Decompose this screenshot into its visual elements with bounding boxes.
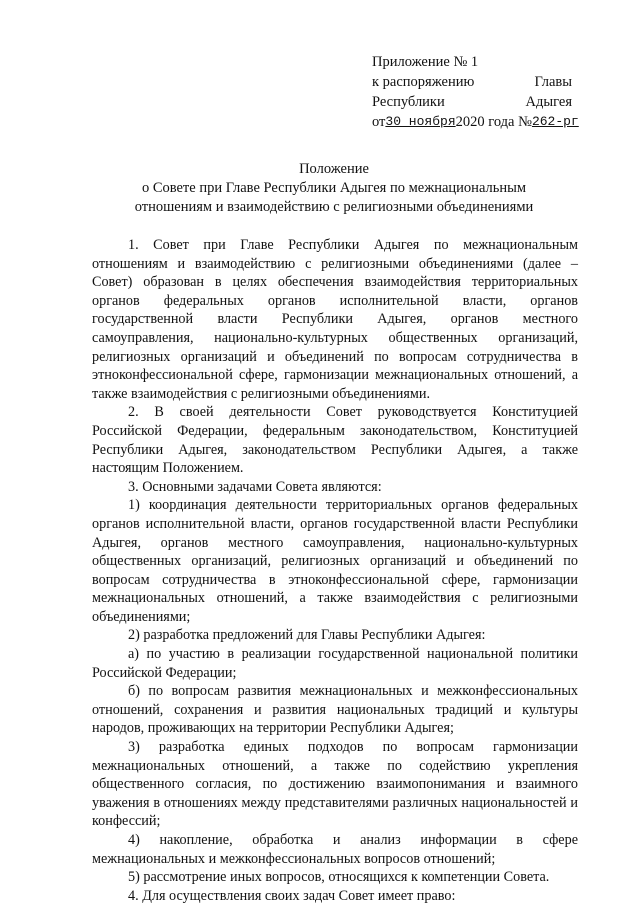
paragraph-3-item-2: 2) разработка предложений для Главы Республики Адыгея: — [128, 627, 486, 644]
title-subline-2: отношениям и взаимодействию с религиозными объединениями — [134, 199, 534, 215]
paragraph-3-item-4: 4) накопление, обработка и анализ информации в сфере межнациональных и межконфессиональных вопросов отношений; — [92, 832, 578, 867]
appendix-adygea-word: Адыгея — [525, 94, 572, 110]
appendix-date-value: 30 ноября — [385, 114, 456, 129]
appendix-year-text: 2020 года № — [455, 114, 532, 130]
paragraph-3-item-2a: а) по участию в реализации государственной национальной политики Российской Федерации; — [92, 646, 578, 681]
paragraph-4: 4. Для осуществления своих задач Совет имеет право: — [128, 887, 456, 904]
appendix-head-word: Главы — [534, 74, 572, 90]
appendix-order-ref: к распоряжению — [372, 74, 475, 90]
appendix-note — [372, 52, 579, 132]
paragraph-3-item-1: 1) координация деятельности территориальных органов федеральных органов исполнительной власти, органов государственной власти Республики Адыгея, органов местного самоуправления, национально-культурных общественных организаций, религиозных организаций и объединений по вопросам сотрудничества в этноконфессиональной сфере, гармонизации межнациональных отношений, а также взаимодействия с религиозными объединениями; — [92, 497, 578, 625]
appendix-order-number: 262-рг — [531, 114, 579, 129]
paragraph-1: 1. Совет при Главе Республики Адыгея по межнациональным отношениям и взаимодействию с религиозными объединениями (далее – Совет) образован в целях обеспечения взаимодействия территориальных органов федеральных органов исполнительной власти, органов государственной власти Республики Адыгея, органов местного самоуправления, национально-культурных общественных организаций, религиозных организаций и объединений по вопросам сотрудничества в этноконфессиональной сфере, гармонизации межнациональных отношений, а также взаимодействия с религиозными объединениями. — [92, 237, 578, 402]
paragraph-3-item-3: 3) разработка единых подходов по вопросам гармонизации межнациональных отношений, а также по содействию укрепления общественного согласия, по достижению взаимопонимания и взаимного уважения в отношениях между представителями различных национальностей и конфессий; — [92, 739, 578, 830]
paragraph-3-item-5: 5) рассмотрение иных вопросов, относящихся к компетенции Совета. — [128, 869, 550, 886]
title-heading: Положение — [299, 161, 369, 177]
document-body — [92, 236, 578, 905]
paragraph-3: 3. Основными задачами Совета являются: — [128, 478, 382, 495]
paragraph-3-item-2b: б) по вопросам развития межнациональных и межконфессиональных отношений, сохранения и развития национальных традиций и культуры народов, проживающих на территории Республики Адыгея; — [92, 683, 578, 737]
appendix-date-prefix: от — [372, 114, 386, 130]
paragraph-2: 2. В своей деятельности Совет руководствуется Конституцией Российской Федерации, федеральным законодательством, Конституцией Республики Адыгея, законодательством Республики Адыгея, а также настоящим Положением. — [92, 404, 578, 477]
document-title — [90, 160, 578, 217]
title-subline-1: о Совете при Главе Республики Адыгея по межнациональным — [141, 180, 527, 196]
appendix-republic-word: Республики — [372, 94, 445, 110]
appendix-number: Приложение № 1 — [372, 54, 479, 70]
